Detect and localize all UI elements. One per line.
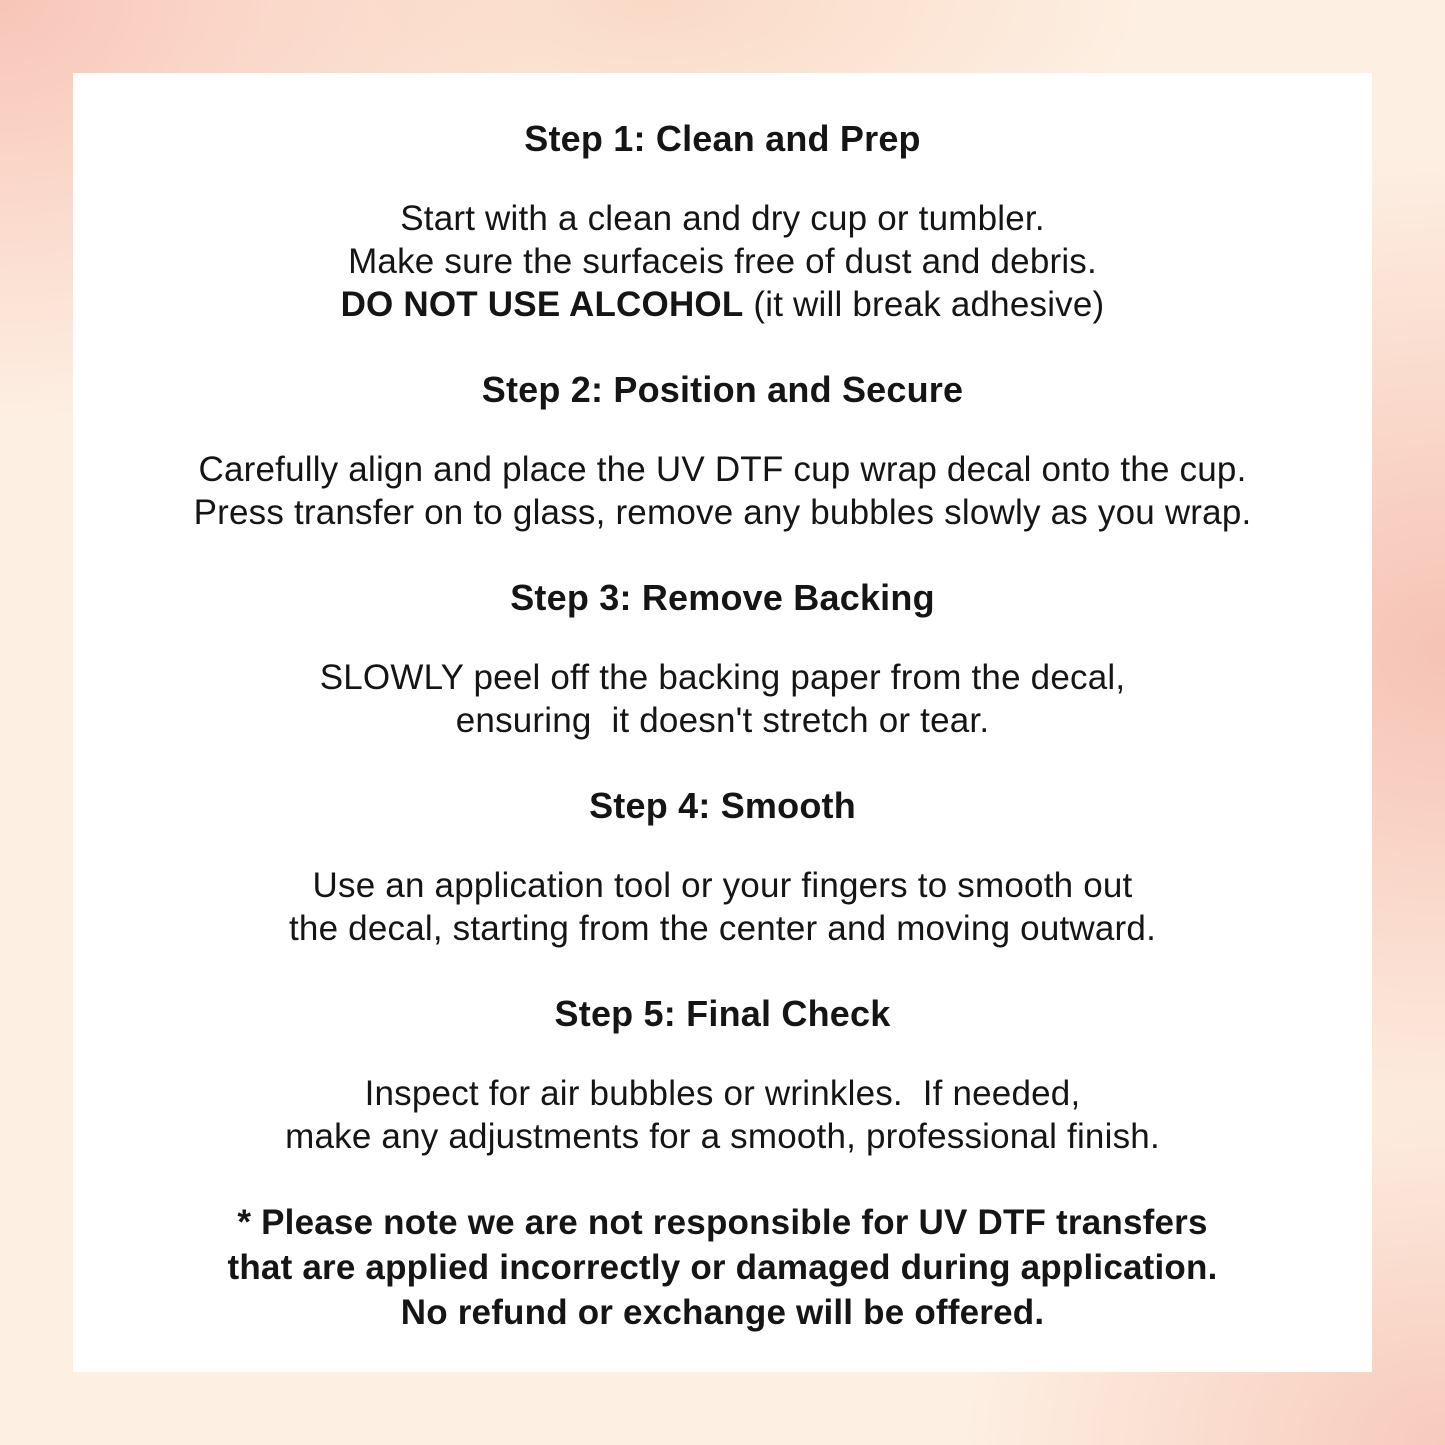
alcohol-warning-rest: (it will break adhesive) bbox=[743, 285, 1105, 324]
step-4-line-2: the decal, starting from the center and moving outward. bbox=[288, 909, 1156, 948]
disclaimer-section bbox=[93, 1200, 1352, 1335]
step-section-4 bbox=[93, 784, 1352, 950]
step-section-3 bbox=[93, 576, 1352, 742]
alcohol-warning-bold: DO NOT USE ALCOHOL bbox=[340, 285, 744, 324]
step-1-line-1: Start with a clean and dry cup or tumbler. bbox=[400, 199, 1045, 238]
step-3-line-1: SLOWLY peel off the backing paper from the decal, bbox=[319, 658, 1126, 697]
step-3-line-2: ensuring it doesn't stretch or tear. bbox=[455, 701, 990, 740]
step-1-body bbox=[93, 197, 1352, 326]
step-4-line-1: Use an application tool or your fingers to smooth out bbox=[312, 866, 1133, 905]
step-5-title: Step 5: Final Check bbox=[554, 993, 891, 1034]
step-4-title: Step 4: Smooth bbox=[589, 785, 856, 826]
step-5-line-2: make any adjustments for a smooth, professional finish. bbox=[285, 1117, 1160, 1156]
step-1-line-3 bbox=[93, 283, 1352, 326]
step-2-line-2: Press transfer on to glass, remove any bubbles slowly as you wrap. bbox=[193, 493, 1252, 532]
step-2-line-1: Carefully align and place the UV DTF cup wrap decal onto the cup. bbox=[198, 450, 1247, 489]
step-3-body bbox=[93, 656, 1352, 742]
step-section-1 bbox=[93, 117, 1352, 326]
disclaimer-line-3: No refund or exchange will be offered. bbox=[400, 1293, 1045, 1332]
step-1-line-2: Make sure the surfaceis free of dust and debris. bbox=[348, 242, 1097, 281]
step-section-2 bbox=[93, 368, 1352, 534]
step-2-title: Step 2: Position and Secure bbox=[481, 369, 964, 410]
instruction-card bbox=[73, 73, 1372, 1372]
step-3-title: Step 3: Remove Backing bbox=[510, 577, 935, 618]
disclaimer-line-1: * Please note we are not responsible for UV DTF transfers bbox=[237, 1203, 1208, 1242]
disclaimer-line-2: that are applied incorrectly or damaged during application. bbox=[227, 1248, 1218, 1287]
step-5-line-1: Inspect for air bubbles or wrinkles. If needed, bbox=[364, 1074, 1081, 1113]
step-2-body bbox=[93, 448, 1352, 534]
step-5-body bbox=[93, 1072, 1352, 1158]
step-section-5 bbox=[93, 992, 1352, 1158]
step-4-body bbox=[93, 864, 1352, 950]
step-1-title: Step 1: Clean and Prep bbox=[524, 118, 921, 159]
